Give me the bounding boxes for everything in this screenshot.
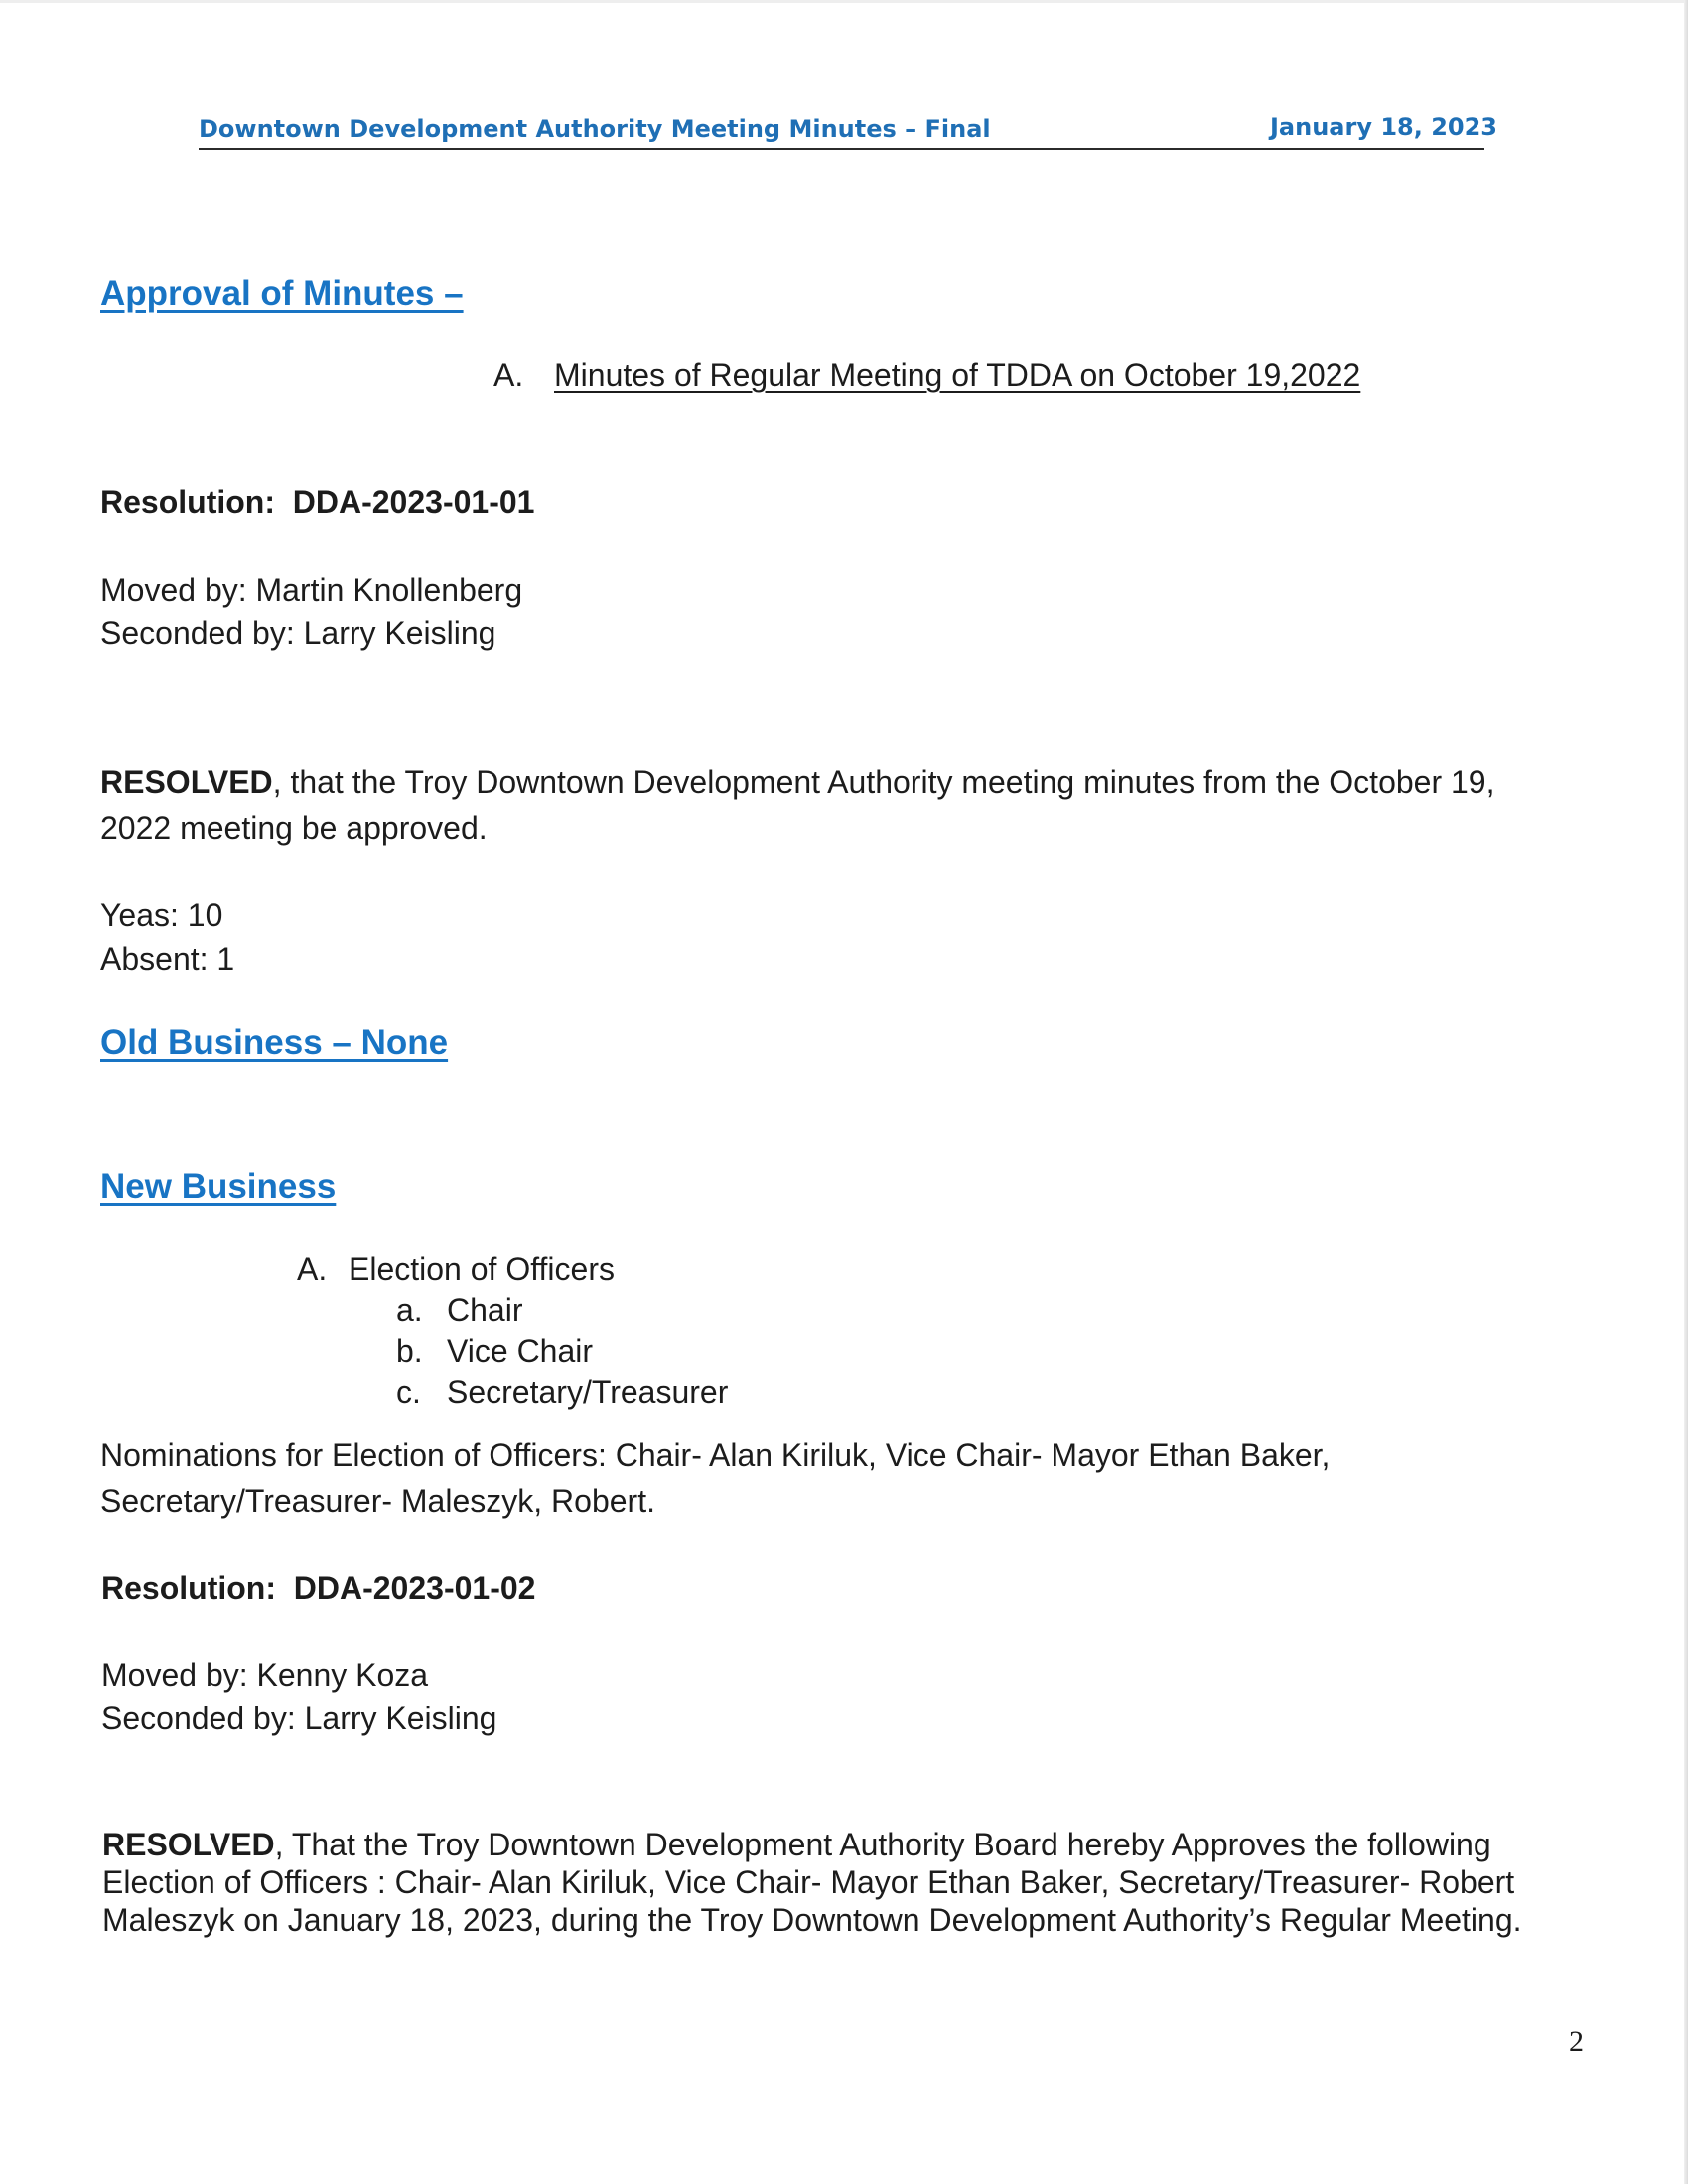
resolution-1-resolved-line-2: 2022 meeting be approved.	[100, 810, 488, 846]
resolution-1-resolved-text-1: , that the Troy Downtown Development Authority meeting minutes from the October 19,	[272, 764, 1495, 800]
approval-item-text: Minutes of Regular Meeting of TDDA on October 19,2022	[554, 357, 1361, 393]
sub-item-marker: a.	[396, 1293, 423, 1328]
resolution-1-yeas: Yeas: 10	[100, 897, 223, 933]
resolution-2-label: Resolution:	[101, 1570, 276, 1606]
resolution-1-label: Resolution:	[100, 484, 275, 520]
resolution-2-number: DDA-2023-01-02	[293, 1570, 536, 1606]
resolution-1-number: DDA-2023-01-01	[292, 484, 535, 520]
new-business-item-text: Election of Officers	[349, 1251, 615, 1287]
nominations-line-2: Secretary/Treasurer- Maleszyk, Robert.	[100, 1483, 655, 1519]
sub-item-text: Secretary/Treasurer	[447, 1374, 729, 1410]
resolution-2-resolved-text-1: , That the Troy Downtown Development Authority Board hereby Approves the following	[274, 1827, 1491, 1862]
nominations-line-1: Nominations for Election of Officers: Chair- Alan Kiriluk, Vice Chair- Mayor Ethan Baker,	[100, 1437, 1331, 1473]
new-business-item-marker: A.	[297, 1251, 328, 1287]
sub-item-text: Vice Chair	[447, 1333, 594, 1369]
page-number: 2	[1569, 2025, 1584, 2058]
resolution-2-seconded-by: Seconded by: Larry Keisling	[101, 1701, 497, 1736]
resolution-1-seconded-by: Seconded by: Larry Keisling	[100, 615, 496, 651]
resolution-2-resolved-line-2: Election of Officers : Chair- Alan Kiriluk, Vice Chair- Mayor Ethan Baker, Secretary/Treasurer- Robert	[102, 1864, 1515, 1900]
resolution-2	[101, 1567, 535, 1610]
sub-item-marker: c.	[396, 1374, 421, 1410]
section-heading-new-business: New Business	[100, 1167, 337, 1206]
approval-item-marker: A.	[493, 357, 524, 393]
section-heading-approval-of-minutes: Approval of Minutes –	[100, 274, 464, 313]
resolution-1-absent: Absent: 1	[100, 941, 235, 977]
scan-right-edge	[1684, 0, 1688, 2184]
header-rule	[199, 148, 1484, 150]
header-title: Downtown Development Authority Meeting Minutes – Final	[199, 115, 991, 143]
resolution-1	[100, 480, 534, 524]
sub-item-text: Chair	[447, 1293, 523, 1328]
resolution-1-resolved-label: RESOLVED	[100, 764, 273, 800]
resolution-2-resolved-label: RESOLVED	[102, 1827, 275, 1862]
resolution-1-moved-by: Moved by: Martin Knollenberg	[100, 572, 523, 608]
header-date: January 18, 2023	[1270, 113, 1497, 141]
scan-top-edge	[0, 0, 1688, 3]
resolution-2-moved-by: Moved by: Kenny Koza	[101, 1657, 429, 1693]
sub-item-marker: b.	[396, 1333, 423, 1369]
resolution-1-resolved-line-1	[100, 760, 1494, 804]
resolution-2-resolved-line-3: Maleszyk on January 18, 2023, during the Troy Downtown Development Authority’s Regular Meeting.	[102, 1902, 1522, 1938]
section-heading-old-business: Old Business – None	[100, 1024, 449, 1062]
